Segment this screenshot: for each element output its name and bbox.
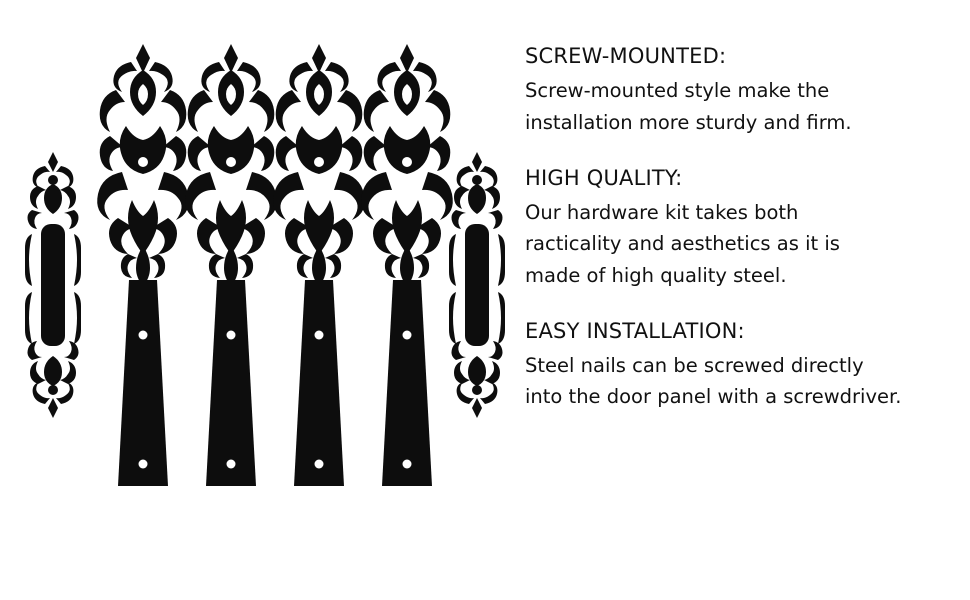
feature-line: Steel nails can be screwed directly (525, 354, 864, 378)
feature-heading: EASY INSTALLATION: (525, 318, 745, 343)
feature-line: made of high quality steel. (525, 263, 787, 287)
feature-block-easy-installation (525, 317, 955, 413)
feature-line: installation more sturdy and firm. (525, 110, 852, 134)
decorative-door-handle-right (442, 150, 512, 420)
feature-heading: SCREW-MOUNTED: (525, 44, 727, 68)
feature-line: into the door panel with a screwdriver. (525, 385, 902, 409)
feature-text-column (525, 42, 955, 542)
feature-line: Our hardware kit takes both (525, 201, 799, 225)
feature-line: racticality and aesthetics as it is (525, 232, 840, 256)
feature-heading: HIGH QUALITY: (525, 165, 683, 190)
decorative-door-handle-left (18, 150, 88, 420)
feature-line: Screw-mounted style make the (525, 79, 830, 103)
feature-block-high-quality (525, 164, 955, 291)
feature-block-screw-mounted (525, 42, 955, 138)
